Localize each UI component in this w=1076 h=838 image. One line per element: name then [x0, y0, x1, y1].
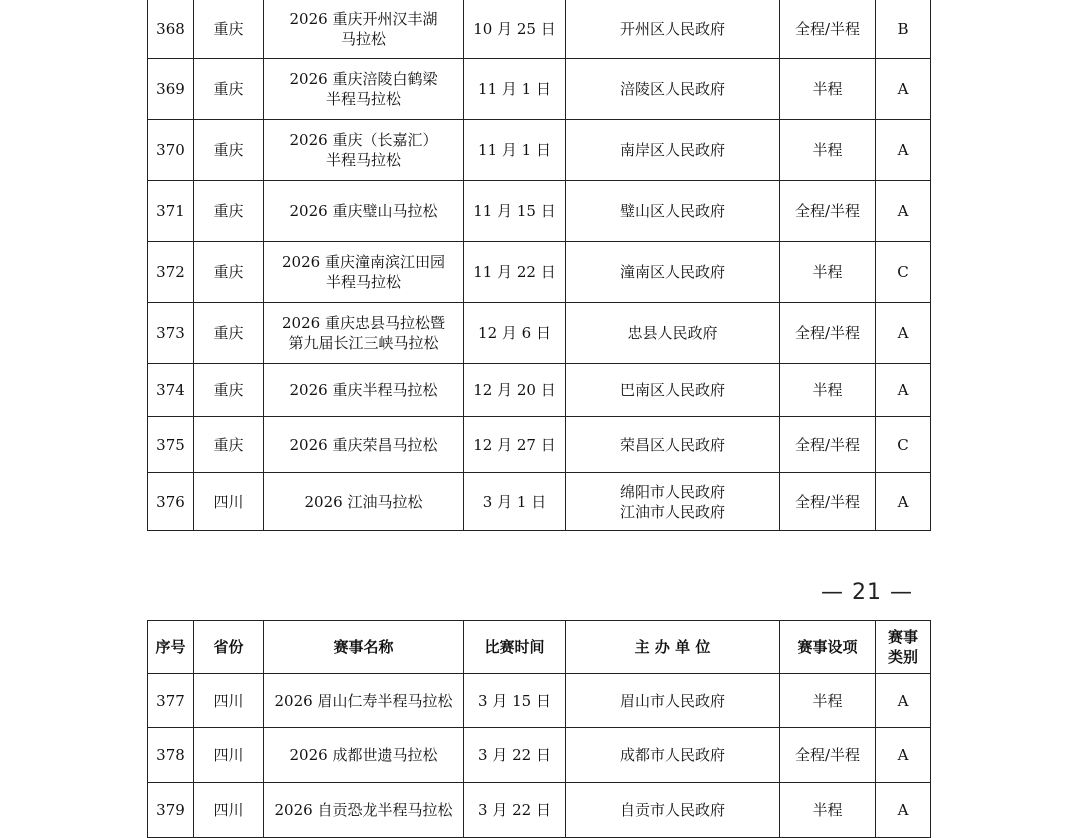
race-table-bottom [147, 620, 931, 838]
cell-seq: 374 [148, 364, 194, 417]
cell-category: B [876, 0, 931, 59]
header-date: 比赛时间 [464, 621, 566, 674]
cell-organizer-line1: 荣昌区人民政府 [619, 435, 725, 454]
cell-setup: 全程/半程 [780, 728, 876, 783]
cell-name-line1: 2026 自贡恐龙半程马拉松 [274, 801, 453, 819]
cell-name-line2: 半程马拉松 [325, 151, 401, 169]
cell-province: 重庆 [194, 364, 264, 417]
cell-name [264, 303, 464, 364]
cell-category: A [876, 728, 931, 783]
cell-name-line1: 2026 成都世遗马拉松 [289, 746, 438, 764]
cell-date: 12 月 27 日 [464, 417, 566, 473]
cell-name [264, 59, 464, 120]
table-row [148, 303, 931, 364]
cell-seq: 369 [148, 59, 194, 120]
cell-setup: 半程 [780, 120, 876, 181]
cell-organizer-line1: 绵阳市人民政府 [619, 482, 725, 501]
cell-name [264, 120, 464, 181]
cell-seq: 373 [148, 303, 194, 364]
cell-date: 10 月 25 日 [464, 0, 566, 59]
cell-date: 3 月 15 日 [464, 674, 566, 728]
table-row [148, 674, 931, 728]
cell-date: 3 月 1 日 [464, 473, 566, 531]
table-row [148, 473, 931, 531]
cell-setup: 半程 [780, 242, 876, 303]
cell-category: A [876, 181, 931, 242]
cell-organizer-line1: 自贡市人民政府 [619, 801, 725, 819]
cell-setup: 全程/半程 [780, 181, 876, 242]
cell-organizer-line1: 南岸区人民政府 [619, 141, 725, 159]
table-row [148, 728, 931, 783]
cell-name-line2: 第九届长江三峡马拉松 [288, 334, 439, 352]
cell-seq: 378 [148, 728, 194, 783]
header-setup: 赛事设项 [780, 621, 876, 674]
cell-category: C [876, 417, 931, 473]
cell-name [264, 674, 464, 728]
cell-organizer-line1: 涪陵区人民政府 [619, 80, 725, 98]
cell-date: 11 月 15 日 [464, 181, 566, 242]
cell-date: 3 月 22 日 [464, 728, 566, 783]
cell-name-line1: 2026 江油马拉松 [304, 492, 423, 511]
cell-organizer [566, 674, 780, 728]
cell-category: A [876, 303, 931, 364]
cell-date: 12 月 6 日 [464, 303, 566, 364]
table-row [148, 417, 931, 473]
cell-setup: 全程/半程 [780, 0, 876, 59]
table-row [148, 364, 931, 417]
race-table-bottom-body [148, 674, 931, 838]
table-row [148, 242, 931, 303]
cell-setup: 半程 [780, 783, 876, 838]
cell-organizer-line2: 江油市人民政府 [619, 502, 725, 521]
table-row [148, 783, 931, 838]
header-organizer: 主 办 单 位 [566, 621, 780, 674]
cell-organizer [566, 59, 780, 120]
cell-organizer-line1: 开州区人民政府 [619, 19, 725, 38]
cell-name-line1: 2026 重庆璧山马拉松 [289, 202, 438, 220]
cell-name [264, 0, 464, 59]
cell-seq: 376 [148, 473, 194, 531]
cell-province: 重庆 [194, 59, 264, 120]
cell-setup: 半程 [780, 674, 876, 728]
cell-province: 四川 [194, 473, 264, 531]
cell-name-line1: 2026 重庆开州汉丰湖 [289, 9, 438, 28]
header-name: 赛事名称 [264, 621, 464, 674]
race-table-top [147, 0, 931, 531]
cell-name [264, 417, 464, 473]
cell-name-line1: 2026 重庆忠县马拉松暨 [282, 314, 445, 332]
cell-organizer-line1: 潼南区人民政府 [619, 263, 725, 281]
cell-province: 重庆 [194, 417, 264, 473]
race-table-top-body [148, 0, 931, 531]
cell-name [264, 728, 464, 783]
cell-category: A [876, 674, 931, 728]
cell-seq: 375 [148, 417, 194, 473]
cell-date: 12 月 20 日 [464, 364, 566, 417]
cell-name-line1: 2026 重庆荣昌马拉松 [289, 435, 438, 454]
cell-date: 11 月 1 日 [464, 59, 566, 120]
cell-category: A [876, 783, 931, 838]
cell-seq: 368 [148, 0, 194, 59]
header-seq: 序号 [148, 621, 194, 674]
cell-seq: 379 [148, 783, 194, 838]
cell-category: C [876, 242, 931, 303]
cell-province: 重庆 [194, 181, 264, 242]
cell-name-line1: 2026 重庆半程马拉松 [289, 381, 438, 399]
cell-name-line1: 2026 重庆涪陵白鹤梁 [289, 70, 438, 88]
table-header-row [148, 621, 931, 674]
cell-organizer [566, 473, 780, 531]
cell-organizer [566, 728, 780, 783]
cell-name [264, 473, 464, 531]
cell-organizer [566, 364, 780, 417]
cell-category: A [876, 120, 931, 181]
cell-seq: 377 [148, 674, 194, 728]
cell-organizer [566, 181, 780, 242]
cell-date: 11 月 1 日 [464, 120, 566, 181]
header-province: 省份 [194, 621, 264, 674]
cell-date: 3 月 22 日 [464, 783, 566, 838]
table-row [148, 59, 931, 120]
cell-organizer [566, 417, 780, 473]
cell-name-line2: 马拉松 [340, 29, 386, 48]
cell-organizer-line1: 璧山区人民政府 [619, 202, 725, 220]
cell-province: 四川 [194, 728, 264, 783]
header-category [876, 621, 931, 674]
cell-date: 11 月 22 日 [464, 242, 566, 303]
cell-setup: 半程 [780, 59, 876, 120]
cell-name [264, 783, 464, 838]
cell-name [264, 364, 464, 417]
cell-category: A [876, 473, 931, 531]
header-category-line1: 赛事 [887, 628, 918, 646]
header-category-line2: 类别 [887, 648, 918, 666]
cell-province: 重庆 [194, 120, 264, 181]
cell-name [264, 242, 464, 303]
cell-name-line1: 2026 眉山仁寿半程马拉松 [274, 691, 453, 710]
cell-organizer-line1: 忠县人民政府 [627, 324, 718, 342]
cell-organizer [566, 783, 780, 838]
cell-seq: 371 [148, 181, 194, 242]
cell-organizer-line1: 巴南区人民政府 [619, 381, 725, 399]
page-number: — 21 — [821, 580, 913, 605]
cell-organizer [566, 303, 780, 364]
cell-name-line2: 半程马拉松 [325, 90, 401, 108]
cell-organizer-line1: 成都市人民政府 [619, 746, 725, 764]
cell-setup: 全程/半程 [780, 303, 876, 364]
cell-organizer [566, 120, 780, 181]
cell-organizer [566, 0, 780, 59]
cell-seq: 370 [148, 120, 194, 181]
table-row [148, 0, 931, 59]
table-row [148, 181, 931, 242]
cell-province: 四川 [194, 674, 264, 728]
cell-name-line2: 半程马拉松 [325, 273, 401, 291]
cell-setup: 全程/半程 [780, 473, 876, 531]
cell-organizer [566, 242, 780, 303]
cell-province: 四川 [194, 783, 264, 838]
cell-name-line1: 2026 重庆潼南滨江田园 [282, 253, 445, 271]
cell-category: A [876, 59, 931, 120]
cell-seq: 372 [148, 242, 194, 303]
cell-name-line1: 2026 重庆（长嘉汇） [289, 131, 438, 149]
cell-category: A [876, 364, 931, 417]
cell-name [264, 181, 464, 242]
cell-setup: 半程 [780, 364, 876, 417]
table-row [148, 120, 931, 181]
cell-province: 重庆 [194, 242, 264, 303]
cell-province: 重庆 [194, 0, 264, 59]
cell-setup: 全程/半程 [780, 417, 876, 473]
cell-organizer-line1: 眉山市人民政府 [619, 691, 725, 710]
cell-province: 重庆 [194, 303, 264, 364]
